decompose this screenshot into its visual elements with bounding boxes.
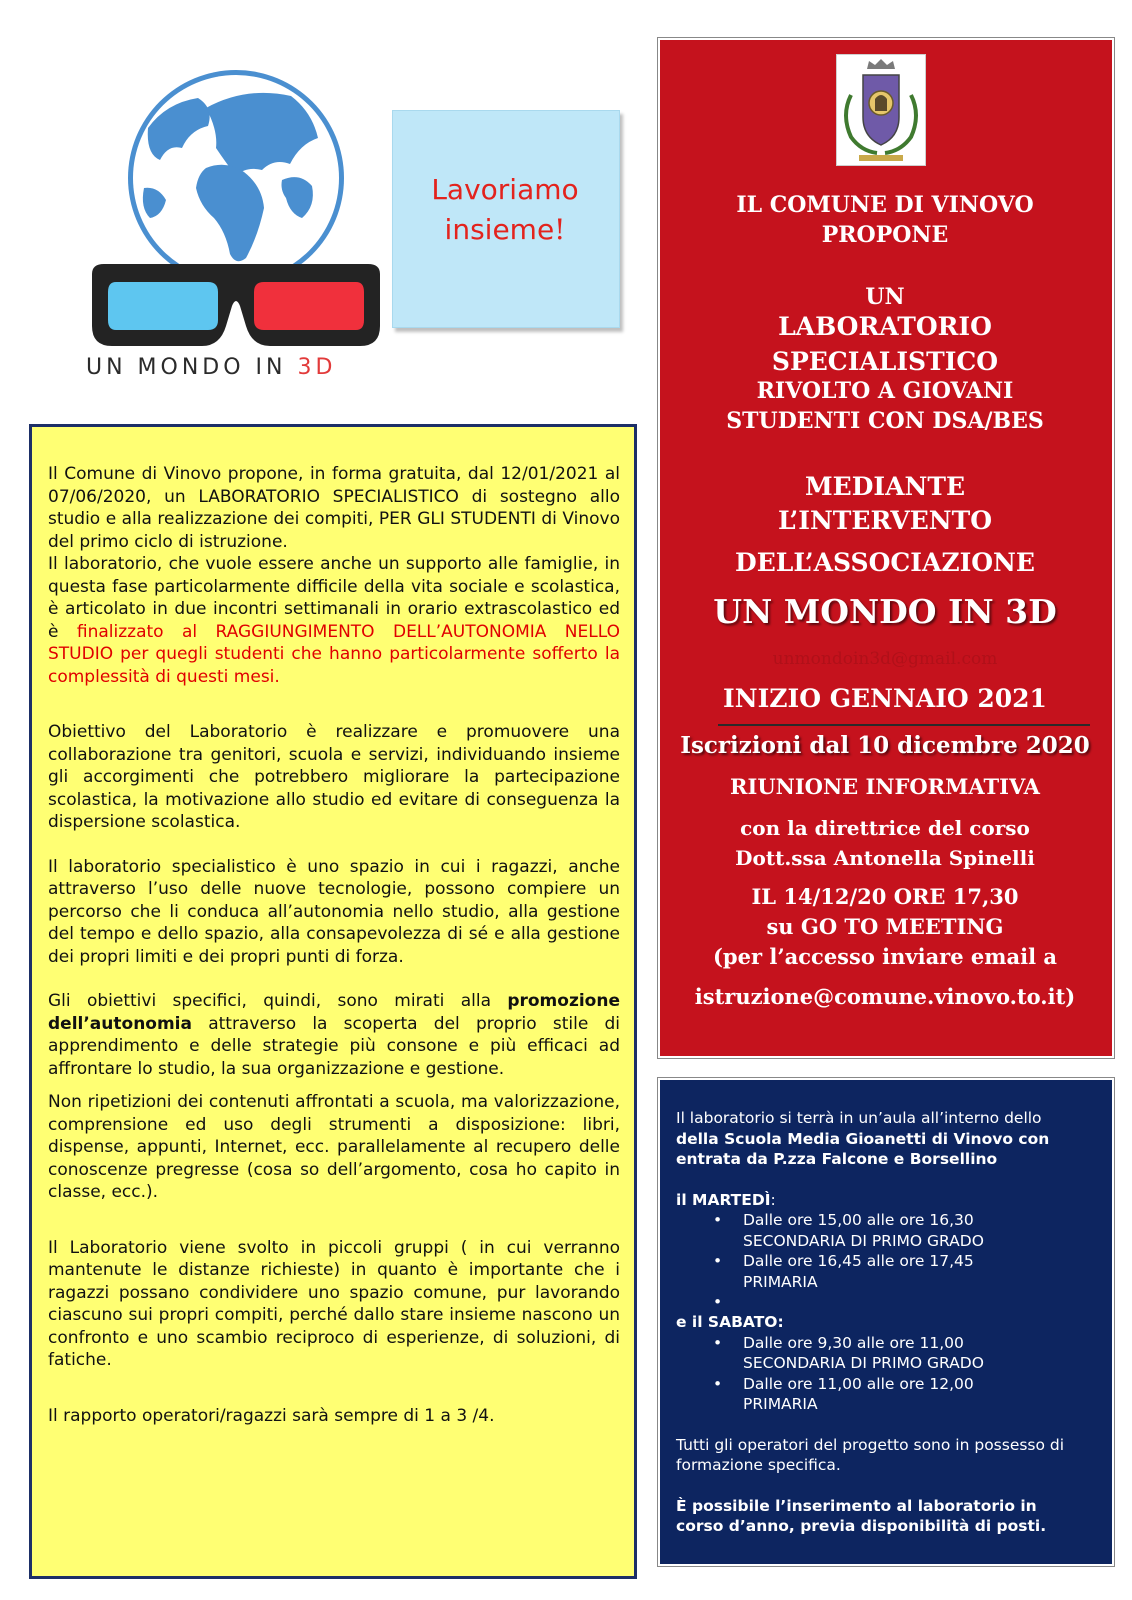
schedule-intro: Il laboratorio si terrà in un’aula all’interno dello — [676, 1109, 1042, 1127]
schedule-item — [743, 1333, 1086, 1374]
red-brand: UN MONDO IN 3D — [713, 592, 1057, 631]
schedule-martedi-colon: : — [770, 1190, 776, 1209]
red-laboratorio — [662, 309, 1108, 379]
schedule-item — [743, 1251, 1086, 1292]
schedule-martedi-label: il MARTEDÌ — [676, 1190, 771, 1209]
paragraph-finalizzato: finalizzato al RAGGIUNGIMENTO DELL’AUTONOMIA NELLO STUDIO per quegli studenti che hanno particolarmente sofferto la complessità di questi mesi. — [48, 621, 620, 687]
logo-wordmark — [86, 355, 386, 380]
paragraph-gruppi: Il Laboratorio viene svolto in piccoli gruppi ( in cui verranno mantenute le distanze richieste) in quanto è importante che i ragazzi possano condividere uno spazio comune, pur lavorando ciascuno sui propri compiti, perché dallo stare insieme nascono un confronto e uno scambio reciproco di esperienze, di soluzioni, di fatiche. — [48, 1237, 620, 1370]
red-iscrizioni: Iscrizioni dal 10 dicembre 2020 — [680, 732, 1090, 759]
schedule-martedi-heading — [676, 1190, 1086, 1211]
schedule-item — [743, 1210, 1086, 1251]
red-line-goto: su GO TO MEETING — [766, 914, 1004, 939]
coat-of-arms-icon — [836, 54, 926, 166]
red-line-comune: IL COMUNE DI VINOVO — [736, 192, 1034, 218]
red-line-mediante: MEDIANTE — [804, 472, 965, 501]
red-mediante — [662, 470, 1108, 538]
schedule-martedi-list — [676, 1210, 1086, 1312]
schedule-item-time: • Dalle ore 9,30 alle ore 11,00 — [743, 1333, 964, 1352]
red-line-associazione: DELL’ASSOCIAZIONE — [735, 548, 1035, 577]
red-line-laboratorio: LABORATORIO — [778, 312, 992, 341]
schedule-item-empty — [743, 1292, 1086, 1312]
red-un: UN — [865, 284, 905, 310]
un-mondo-in-3d-logo — [86, 68, 386, 388]
red-inizio: INIZIO GENNAIO 2021 — [723, 684, 1047, 713]
description-text — [48, 463, 620, 1427]
sticky-note-text — [392, 170, 618, 250]
schedule-school: della Scuola Media Gioanetti di Vinovo con entrata da P.zza Falcone e Borsellino — [676, 1129, 1050, 1168]
paragraph-obiettivi-a: Gli obiettivi specifici, quindi, sono mirati alla — [48, 991, 508, 1011]
red-line-direttrice: con la direttrice del corso — [740, 816, 1030, 840]
paragraph-laboratorio-text: Il laboratorio, che vuole essere anche un supporto alle famiglie, in questa fase particolarmente difficile della vita sociale e scolastica, è articolato in due incontri settimanali in orario extrascolastico ed è — [48, 554, 620, 642]
schedule-sabato-list — [676, 1333, 1086, 1415]
paragraph-obiettivi-b: attraverso la scoperta del proprio stile di apprendimento e delle strategie più consone e più efficaci ad affrontare lo studio, la sua organizzazione e gestione. — [48, 1013, 620, 1079]
schedule-item-level: PRIMARIA — [743, 1272, 818, 1291]
schedule-item-time: • Dalle ore 11,00 alle ore 12,00 — [743, 1374, 974, 1393]
paragraph-rapporto: Il rapporto operatori/ragazzi sarà sempre di 1 a 3 /4. — [48, 1405, 495, 1426]
red-target — [662, 376, 1108, 436]
paragraph-obiettivi-bold: promozione dell’autonomia — [48, 991, 620, 1034]
red-riunione: RIUNIONE INFORMATIVA — [730, 774, 1040, 799]
paragraph-obiettivo: Obiettivo del Laboratorio è realizzare e promuovere una collaborazione tra genitori, scuola e servizi, individuando insieme gli accorgimenti che potrebbero migliorare la partecipazione scolastica, la motivazione allo studio ed evitare di conseguenza la dispersione scolastica. — [48, 722, 620, 832]
schedule-item-time: • Dalle ore 16,45 alle ore 17,45 — [743, 1252, 974, 1270]
logo-wordmark-main: UN MONDO IN — [86, 355, 298, 380]
note-line-2: insieme — [444, 213, 555, 246]
paragraph-laboratorio — [48, 553, 620, 688]
red-divider — [718, 724, 1090, 726]
red-direttrice-block — [662, 813, 1108, 873]
red-line-rivolto: RIVOLTO A GIOVANI — [756, 378, 1014, 404]
red-meeting-block — [662, 882, 1108, 972]
red-line-specialistico: SPECIALISTICO — [771, 347, 999, 376]
schedule-closing: È possibile l’inserimento al laboratorio in corso d’anno, previa disponibilità di posti. — [676, 1496, 1047, 1535]
paragraph-spazio: Il laboratorio specialistico è uno spazio in cui i ragazzi, anche attraverso l’uso delle nuove tecnologie, possono compiere un percorso che li conduca all’autonomia nello studio, alla gestione del tempo e dello spazio, alla consapevolezza di sé e alla gestione dei propri limiti e dei propri punti di forza. — [48, 856, 620, 967]
schedule-item — [743, 1374, 1086, 1415]
red-email[interactable]: unmondoin3d@gmail.com — [772, 649, 998, 669]
red-line-data-ora: IL 14/12/20 ORE 17,30 — [751, 884, 1019, 909]
schedule-item-time: • Dalle ore 15,00 alle ore 16,30 — [743, 1211, 974, 1229]
red-line-studenti: STUDENTI CON DSA/BES — [726, 408, 1044, 434]
logo-wordmark-3d: 3D — [297, 355, 337, 380]
paragraph-intro: Il Comune di Vinovo propone, in forma gratuita, dal 12/01/2021 al 07/06/2020, un LABORATORIO SPECIALISTICO di sostegno allo studio e alla realizzazione dei compiti, PER GLI STUDENTI di Vinovo del primo ciclo di istruzione. — [48, 464, 620, 552]
schedule-item-level: SECONDARIA DI PRIMO GRADO — [743, 1354, 984, 1372]
3d-glasses-icon — [92, 264, 380, 346]
globe-icon — [128, 70, 344, 286]
schedule-item-time — [743, 1292, 1086, 1312]
red-line-propone: PROPONE — [821, 222, 949, 248]
schedule-sabato-label: e il SABATO: — [676, 1313, 784, 1331]
schedule-item-level: SECONDARIA DI PRIMO GRADO — [743, 1231, 984, 1250]
schedule-formazione: Tutti gli operatori del progetto sono in possesso di formazione specifica. — [676, 1435, 1065, 1474]
red-intro — [662, 190, 1108, 250]
paragraph-obiettivi-specifici — [48, 990, 620, 1080]
red-line-dott: Dott.ssa Antonella Spinelli — [735, 846, 1035, 870]
schedule-item-level: PRIMARIA — [743, 1395, 818, 1413]
red-line-accesso: (per l’accesso inviare email a — [713, 944, 1057, 969]
note-exclamation: ! — [554, 213, 566, 246]
schedule-text — [676, 1108, 1086, 1537]
red-contact-email[interactable]: istruzione@comune.vinovo.to.it) — [694, 984, 1076, 1009]
note-line-1: Lavoriamo — [431, 173, 579, 206]
paragraph-ripetizioni: Non ripetizioni dei contenuti affrontati a scuola, ma valorizzazione, comprensione ed uso degli strumenti a disposizione: libri, dispense, appunti, Internet, ecc. parallelamente al recupero delle conoscenze pregresse (cosa so dell’argomento, cosa ho capito in classe, ecc.). — [48, 1092, 620, 1202]
red-line-intervento: L’INTERVENTO — [777, 506, 993, 535]
